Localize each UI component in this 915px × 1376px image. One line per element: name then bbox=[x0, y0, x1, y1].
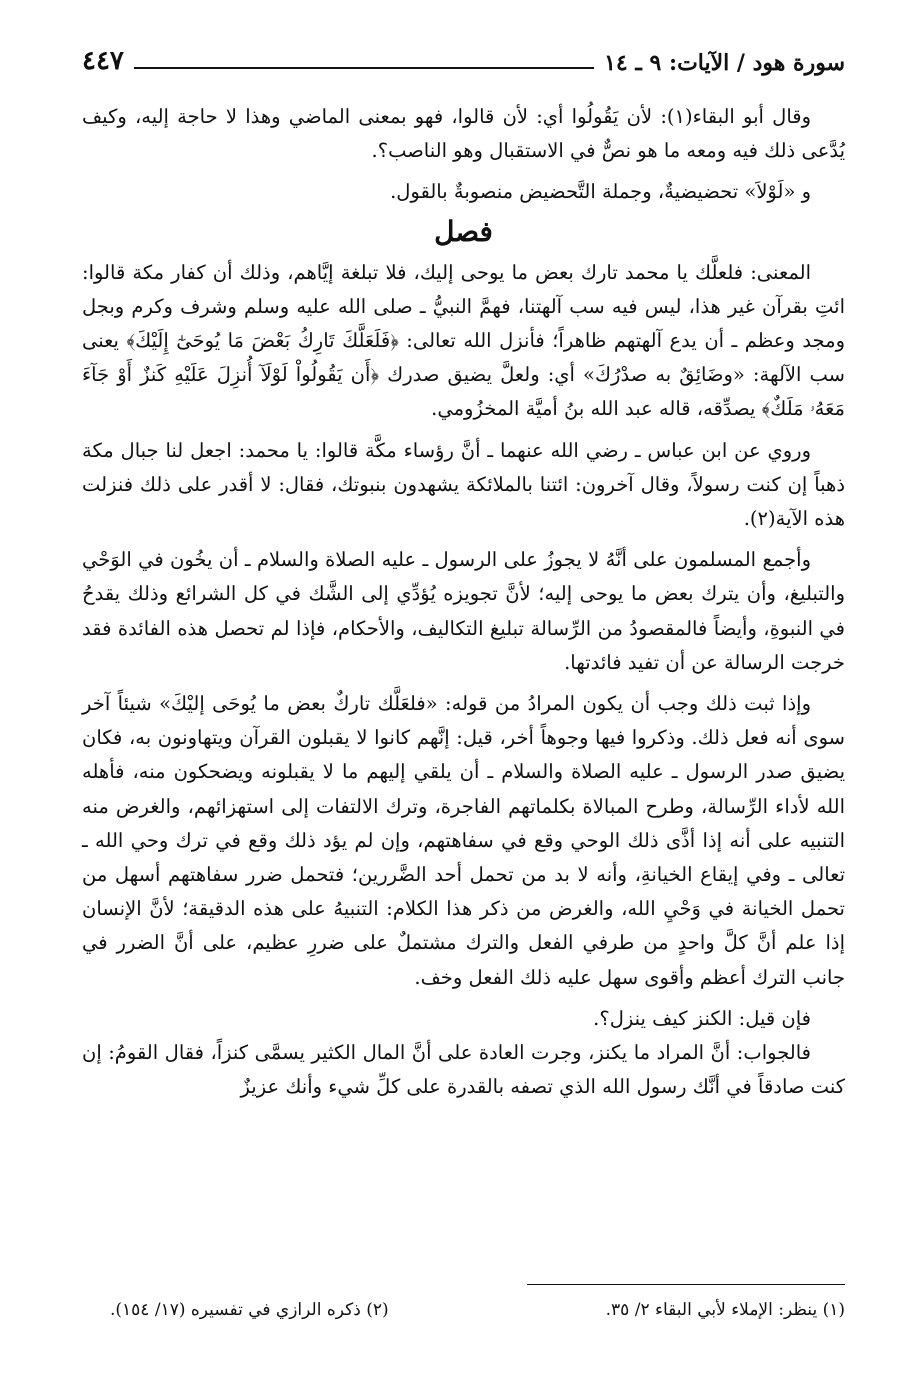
paragraph-5: وأجمع المسلمون على أنَّهُ لا يجوزُ على الرسول ـ عليه الصلاة والسلام ـ أن يخُون في الوَحْي والتبليغ، وأن يترك بعض ما يوحى إليه؛ لأنَّ تجويزه يُؤدِّي إلى الشَّك في كل الشرائع وذلك يقدحُ في النبوةِ، وأيضاً فالمقصودُ من الرِّسالة تبليغ التكاليف، والأحكام، فإذا لم تحصل هذه الفائدة فقد خرجت الرسالة عن أن تفيد فائدتها. bbox=[82, 548, 845, 674]
page-body bbox=[82, 100, 845, 1111]
paragraph-4: وروي عن ابن عباس ـ رضي الله عنهما ـ أنَّ رؤساء مكَّة قالوا: يا محمد: اجعل لنا جبال مكة ذهباً إن كنت رسولاً، وقال آخرون: ائتنا بالملائكة يشهدون بنبوتك، فقال: لا أقدر على ذلك فنزلت هذه الآية(٢). bbox=[82, 438, 845, 531]
footnotes bbox=[110, 1298, 845, 1322]
paragraph-3: المعنى: فلعلَّك يا محمد تارك بعض ما يوحى إليك، فلا تبلغة إيَّاهم، وذلك أن كفار مكة قالوا: ائتِ بقرآن غير هذا، ليس فيه سب آلهتنا، فهمَّ النبيُّ ـ صلى الله عليه وسلم وشرف وكرم وبجل ومجد وعظم ـ أن يدع آلهتهم ظاهراً؛ فأنزل الله تعالى: ﴿فَلَعَلَّكَ تَارِكُ بَعْضَ مَا يُوحَىٰٓ إِلَيْكَ﴾ يعنى سب الآلهة: «وضَائِقٌ به صدْرُكَ» أي: ولعلَّ يضيق صدرك ﴿أَن يَقُولُواْ لَوْلَآ أُنزِلَ عَلَيْهِ كَنزٌ أَوْ جَآءَ مَعَهُۥ مَلَكٌ﴾ يصدِّقه، قاله عبد الله بنُ أميَّة المخزُومي. bbox=[82, 260, 845, 421]
running-title: سورة هود / الآيات: ٩ ـ ١٤ bbox=[604, 50, 845, 76]
footnote-2: (٢) ذكره الرازي في تفسيره (١٧/ ١٥٤). bbox=[110, 1300, 389, 1320]
paragraph-2: و «لَوْلاَ» تحضيضيةٌ، وجملة التَّحضيض منصوبةٌ بالقول. bbox=[390, 180, 811, 204]
page-number: ٤٤٧ bbox=[82, 46, 124, 76]
page-header bbox=[82, 34, 845, 74]
paragraph-6: وإذا ثبت ذلك وجب أن يكون المرادُ من قوله: «فلعَلَّك تاركٌ بعض ما يُوحَى إليْكَ» شيئاً آخر سوى أنه فعل ذلك. وذكروا فيها وجوهاً أخر، قيل: إنَّهم كانوا لا يقبلون القرآن ويتهاونون به، فكان يضيق صدر الرسول ـ عليه الصلاة والسلام ـ أن يلقي إليهم ما لا يقبلونه ويضحكون منه، فأهله الله لأداء الرِّسالة، وطرح المبالاة بكلماتهم الفاجرة، وترك الالتفات إلى استهزائهم، والغرض منه التنبيه على أنه إذا أذَّى ذلك الوحي وقع في سفاهتهم، وإن لم يؤد ذلك وقع في ترك وحي الله ـ تعالى ـ وفي إيقاع الخيانةِ، وأنه لا بد من تحمل أحد الضَّررين؛ فتحمل ضرر سفاهتهم أسهل من تحمل الخيانة في وَحْيِ الله، والغرض من ذكر هذا الكلام: التنبيهُ على هذه الدقيقة؛ لأنَّ الإنسان إذا علم أنَّ كلَّ واحدٍ من طرفي الفعل والترك مشتملٌ على ضررِ عظيم، على أنَّ الضرر في جانب الترك أعظم وأقوى سهل عليه ذلك الفعل وخف. bbox=[82, 692, 845, 989]
section-title: فصل bbox=[434, 214, 493, 248]
paragraph-1: وقال أبو البقاء(١): لأن يَقُولُوا أي: لأن قالوا، فهو بمعنى الماضي وهذا لا حاجة إليه، وكيف يُدَّعى ذلك فيه ومعه ما هو نصٌّ في الاستقبال وهو الناصب؟. bbox=[82, 105, 845, 163]
paragraph-8: فالجواب: أنَّ المراد ما يكنز، وجرت العادة على أنَّ المال الكثير يسمَّى كنزاً، فقال القومُ: إن كنت صادقاً في أنَّك رسول الله الذي تصفه بالقدرة على كلِّ شيء وأنك عزيزٌ bbox=[82, 1041, 845, 1099]
paragraph-7: فإن قيل: الكنز كيف ينزل؟. bbox=[593, 1006, 811, 1030]
footnote-rule bbox=[527, 1284, 845, 1285]
header-rule bbox=[134, 67, 594, 69]
footnote-1: (١) ينظر: الإملاء لأبي البقاء ٢/ ٣٥. bbox=[605, 1300, 845, 1320]
